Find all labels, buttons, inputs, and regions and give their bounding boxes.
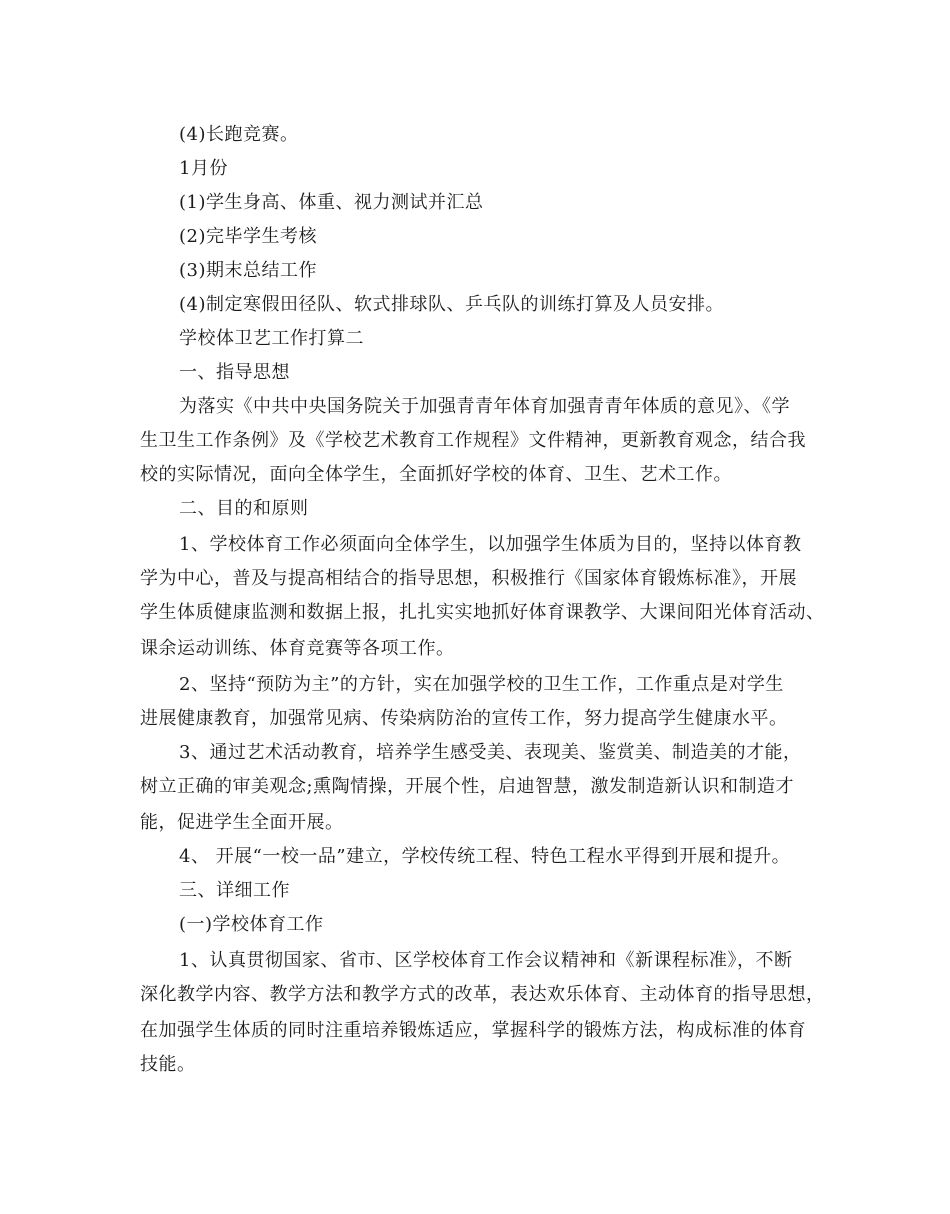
text-line: 在加强学生体质的同时注重培养锻炼适应，掌握科学的锻炼方法，构成标准的体育 xyxy=(140,1020,806,1041)
section-heading: 一、指导思想 xyxy=(179,362,290,383)
text-line: 深化教学内容、教学方法和教学方式的改革，表达欢乐体育、主动体育的指导思想， xyxy=(140,984,825,1005)
text-line: 技能。 xyxy=(140,1054,196,1075)
text-line: 1、学校体育工作必须面向全体学生，以加强学生体质为目的，坚持以体育教 xyxy=(179,534,802,555)
text-line: 1、认真贯彻国家、省市、区学校体育工作会议精神和《新课程标准》，不断 xyxy=(179,950,793,971)
text-line: (4)长跑竞赛。 xyxy=(179,124,299,145)
text-line: (4)制定寒假田径队、软式排球队、乒乓队的训练打算及人员安排。 xyxy=(179,294,724,315)
text-line: 4、 开展“一校一品”建立，学校传统工程、特色工程水平得到开展和提升。 xyxy=(179,846,791,867)
text-line: 能，促进学生全面开展。 xyxy=(140,812,344,833)
text-line: 学生体质健康监测和数据上报，扎扎实实地抓好体育课教学、大课间阳光体育活动、 xyxy=(140,602,825,623)
text-line: (2)完毕学生考核 xyxy=(179,226,317,247)
text-line: 为落实《中共中央国务院关于加强青青年体育加强青青年体质的意见》、《学 xyxy=(179,396,790,417)
section-heading: 二、目的和原则 xyxy=(179,498,309,519)
text-line: 课余运动训练、体育竞赛等各项工作。 xyxy=(140,638,455,659)
text-line: 校的实际情况，面向全体学生，全面抓好学校的体育、卫生、艺术工作。 xyxy=(140,464,732,485)
text-line: 3、通过艺术活动教育，培养学生感受美、表现美、鉴赏美、制造美的才能， xyxy=(179,742,802,763)
section-title: 学校体卫艺工作打算二 xyxy=(179,328,364,349)
text-line: 生卫生工作条例》及《学校艺术教育工作规程》文件精神，更新教育观念，结合我 xyxy=(140,430,806,451)
text-line: (1)学生身高、体重、视力测试并汇总 xyxy=(179,192,484,213)
section-heading: 三、详细工作 xyxy=(179,880,290,901)
text-line: 树立正确的审美观念;熏陶情操，开展个性，启迪智慧，激发制造新认识和制造才 xyxy=(140,776,795,797)
text-line: 进展健康教育，加强常见病、传染病防治的宣传工作，努力提高学生健康水平。 xyxy=(140,708,788,729)
text-line: 学为中心，普及与提高相结合的指导思想，积极推行《国家体育锻炼标准》，开展 xyxy=(140,568,797,589)
text-line: 1月份 xyxy=(179,158,228,179)
text-line: 2、坚持“预防为主”的方针，实在加强学校的卫生工作，工作重点是对学生 xyxy=(179,674,784,695)
subsection-heading: (一)学校体育工作 xyxy=(179,914,324,935)
text-line: (3)期末总结工作 xyxy=(179,260,317,281)
